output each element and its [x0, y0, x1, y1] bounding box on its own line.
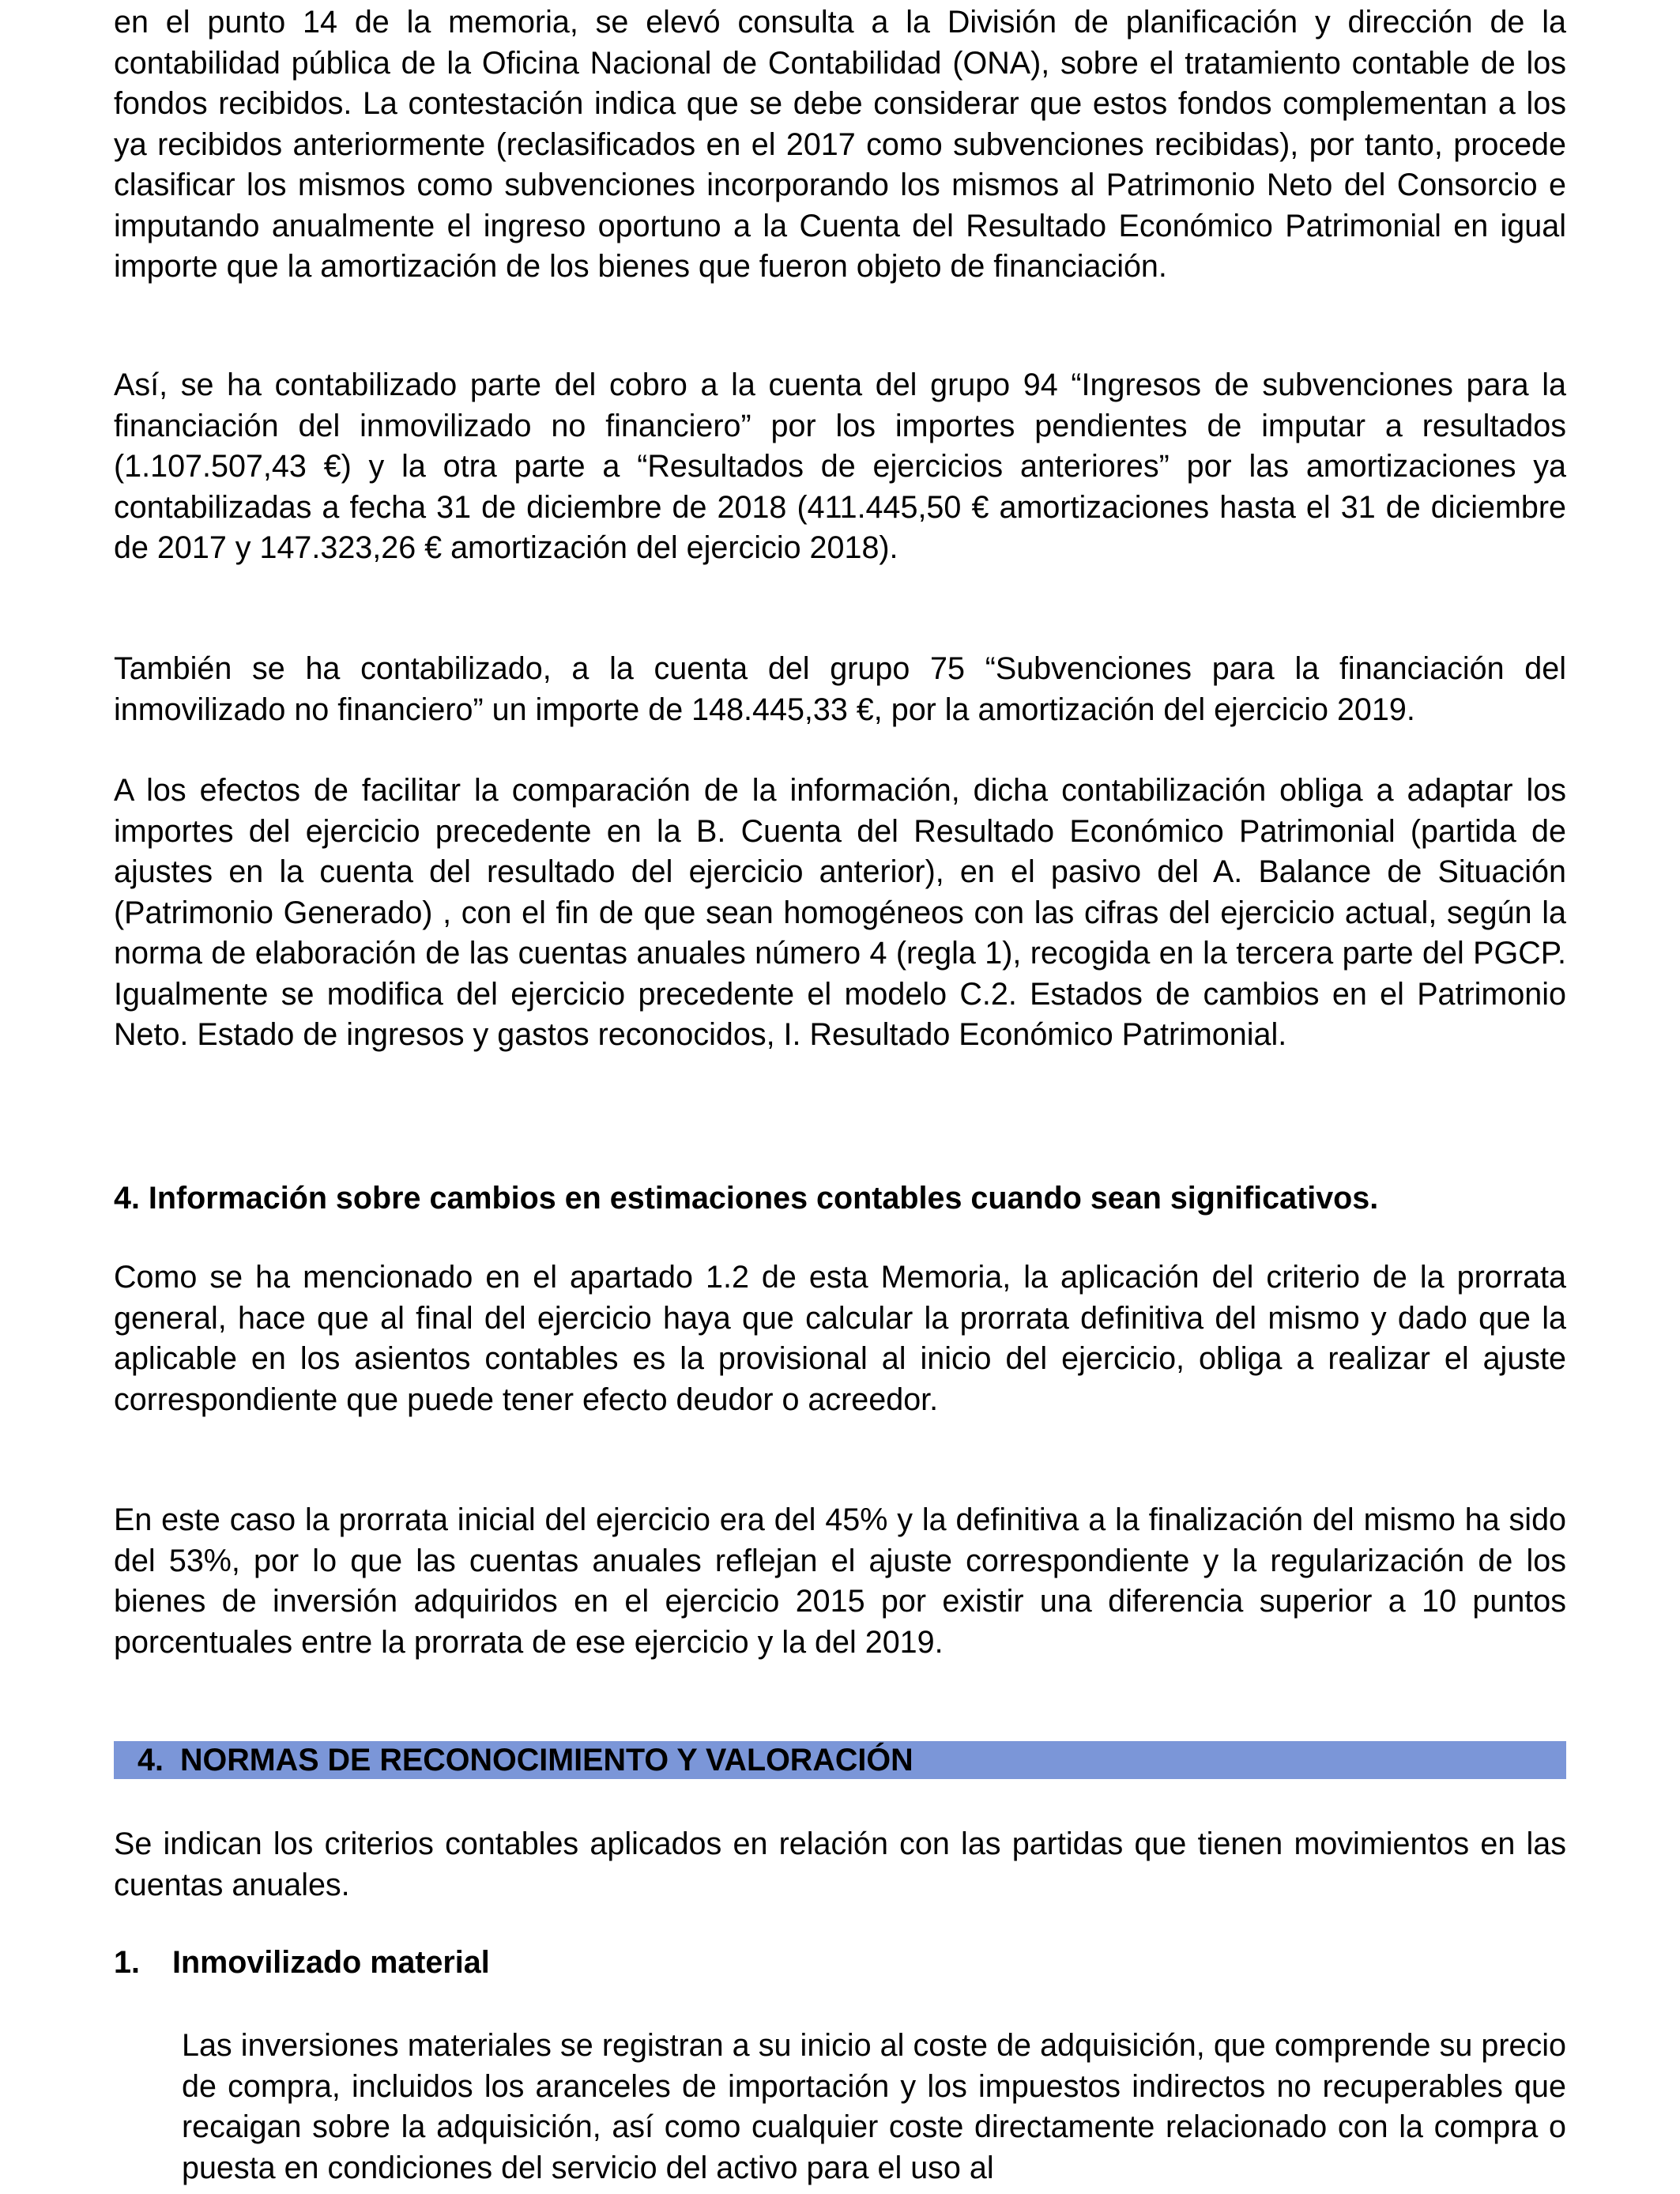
paragraph-section-intro: Se indican los criterios contables aplicados en relación con las partidas que tienen movimientos en las cuentas anuales.	[114, 1826, 1566, 1902]
section-number: 4.	[137, 1742, 164, 1777]
subsection-heading	[114, 1943, 490, 1984]
paragraph-prorrata-case: En este caso la prorrata inicial del ejercicio era del 45% y la definitiva a la finalización del mismo ha sido del 53%, por lo que las cuentas anuales reflejan el ajuste correspondiente y la regularización de los bienes de inversión adquiridos en el ejercicio 2015 por existir una diferencia superior a 10 puntos porcentuales entre la prorrata de ese ejercicio y la del 2019.	[114, 1502, 1566, 1660]
heading-estimate-changes: 4. Información sobre cambios en estimaciones contables cuando sean significativos.	[114, 1181, 1379, 1216]
paragraph-inmovilizado-body: Las inversiones materiales se registran a su inicio al coste de adquisición, que comprende su precio de compra, incluidos los aranceles de importación y los impuestos indirectos no recuperables que recaigan sobre la adquisición, así como cualquier coste directamente relacionado con la compra o puesta en condiciones del servicio del activo para el uso al	[182, 2028, 1566, 2185]
document-page	[114, 0, 1566, 2194]
paragraph-ona-consultation: en el punto 14 de la memoria, se elevó consulta a la División de planificación y dirección de la contabilidad pública de la Oficina Nacional de Contabilidad (ONA), sobre el tratamiento contable de los fondos recibidos. La contestación indica que se debe considerar que estos fondos complementan a los ya recibidos anteriormente (reclasificados en el 2017 como subvenciones recibidas), por tanto, procede clasificar los mismos como subvenciones incorporando los mismos al Patrimonio Neto del Consorcio e imputando anualmente el ingreso oportuno a la Cuenta del Resultado Económico Patrimonial en igual importe que la amortización de los bienes que fueron objeto de financiación.	[114, 5, 1566, 284]
paragraph-comparison-adjustment: A los efectos de facilitar la comparación de la información, dicha contabilización obliga a adaptar los importes del ejercicio precedente en la B. Cuenta del Resultado Económico Patrimonial (partida de ajustes en la cuenta del resultado del ejercicio anterior), en el pasivo del A. Balance de Situación (Patrimonio Generado) , con el fin de que sean homogéneos con las cifras del ejercicio actual, según la norma de elaboración de las cuentas anuales número 4 (regla 1), recogida en la tercera parte del PGCP. Igualmente se modifica del ejercicio precedente el modelo C.2. Estados de cambios en el Patrimonio Neto. Estado de ingresos y gastos reconocidos, I. Resultado Económico Patrimonial.	[114, 773, 1566, 1052]
paragraph-group-94-accounting: Así, se ha contabilizado parte del cobro a la cuenta del grupo 94 “Ingresos de subvenciones para la financiación del inmovilizado no financiero” por los importes pendientes de imputar a resultados (1.107.507,43 €) y la otra parte a “Resultados de ejercicios anteriores” por las amortizaciones ya contabilizadas a fecha 31 de diciembre de 2018 (411.445,50 € amortizaciones hasta el 31 de diciembre de 2017 y 147.323,26 € amortización del ejercicio 2018).	[114, 368, 1566, 565]
subsection-title: Inmovilizado material	[172, 1945, 490, 1980]
paragraph-group-75-accounting: También se ha contabilizado, a la cuenta del grupo 75 “Subvenciones para la financiación del inmovilizado no financiero” un importe de 148.445,33 €, por la amortización del ejercicio 2019.	[114, 651, 1566, 727]
section-title: NORMAS DE RECONOCIMIENTO Y VALORACIÓN	[180, 1742, 913, 1777]
subsection-number: 1.	[114, 1945, 140, 1980]
paragraph-prorrata-general: Como se ha mencionado en el apartado 1.2 de esta Memoria, la aplicación del criterio de la prorrata general, hace que al final del ejercicio haya que calcular la prorrata definitiva del mismo y dado que la aplicable en los asientos contables es la provisional al inicio del ejercicio, obliga a realizar el ajuste correspondiente que puede tener efecto deudor o acreedor.	[114, 1260, 1566, 1417]
section-heading-bar	[114, 1741, 1566, 1779]
